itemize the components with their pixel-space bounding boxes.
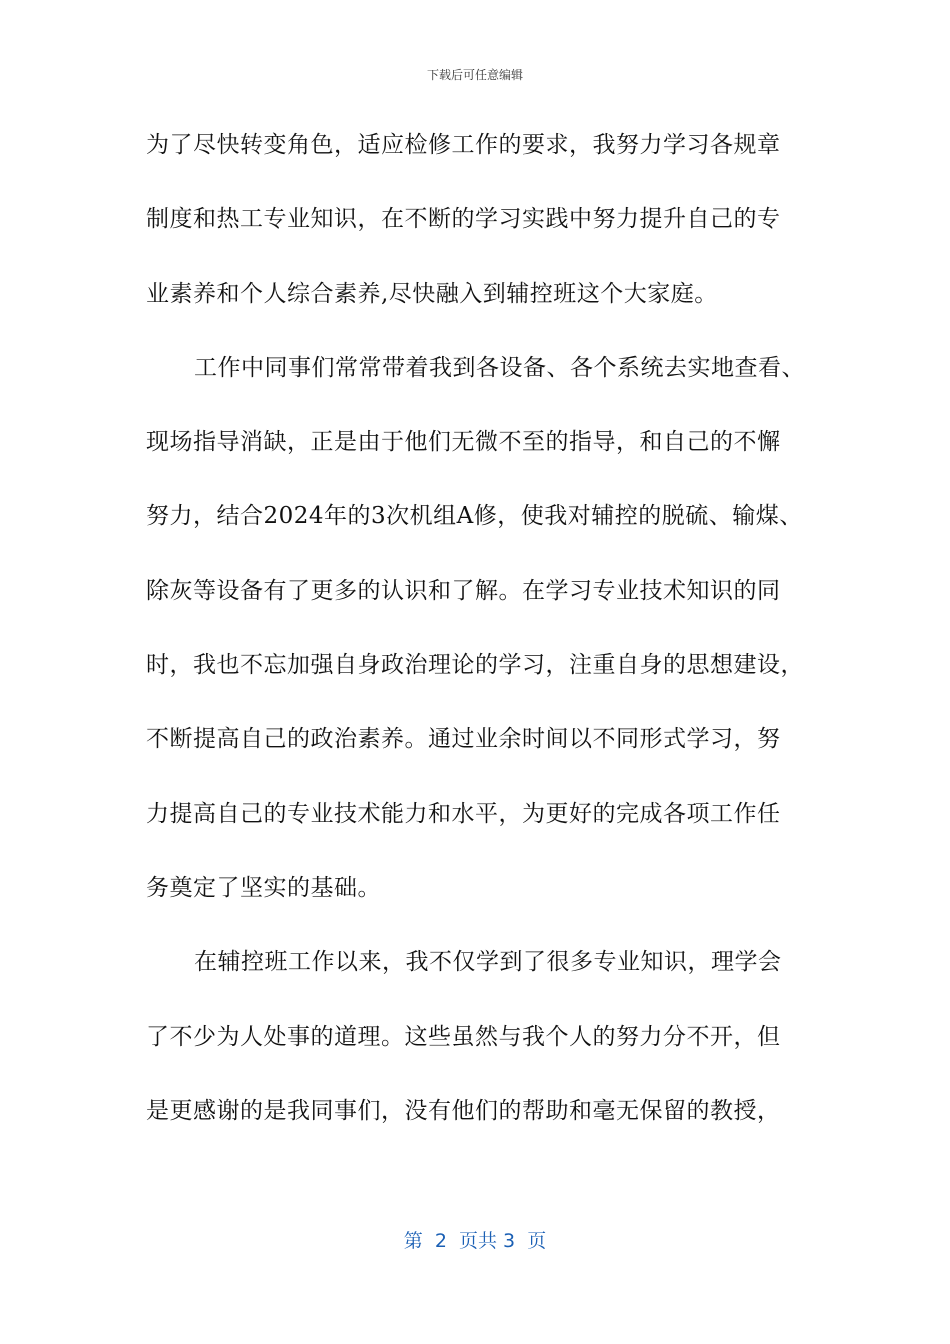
page-number: 第 2 页共 3 页 (403, 1230, 547, 1252)
text-line: 是更感谢的是我同事们，没有他们的帮助和毫无保留的教授， (146, 1097, 781, 1124)
paragraph-start-line: 在辅控班工作以来，我不仅学到了很多专业知识，理学会 (194, 949, 782, 976)
text-line: 为了尽快转变角色，适应检修工作的要求，我努力学习各规章 (146, 132, 781, 158)
text-line: 除灰等设备有了更多的认识和了解。在学习专业技术知识的同 (146, 577, 781, 604)
header-note: 下载后可任意编辑 (426, 68, 523, 82)
paragraph-start-line: 工作中同事们常常带着我到各设备、各个系统去实地查看、 (194, 354, 805, 381)
document-body (146, 120, 818, 1160)
text-line: 现场指导消缺，正是由于他们无微不至的指导，和自己的不懈 (146, 429, 781, 456)
text-line: 了不少为人处事的道理。这些虽然与我个人的努力分不开，但 (146, 1023, 781, 1050)
text-line: 务奠定了坚实的基础。 (146, 874, 381, 901)
text-line: 时，我也不忘加强自身政治理论的学习，注重自身的思想建设， (146, 652, 804, 679)
text-line: 制度和热工专业知识，在不断的学习实践中努力提升自己的专 (146, 206, 781, 233)
text-line: 力提高自己的专业技术能力和水平，为更好的完成各项工作任 (146, 800, 781, 827)
text-line: 努力，结合2024年的3次机组A修，使我对辅控的脱硫、输煤、 (146, 503, 803, 530)
text-line: 不断提高自己的政治素养。通过业余时间以不同形式学习，努 (146, 726, 781, 753)
text-line: 业素养和个人综合素养,尽快融入到辅控班这个大家庭。 (146, 280, 718, 307)
